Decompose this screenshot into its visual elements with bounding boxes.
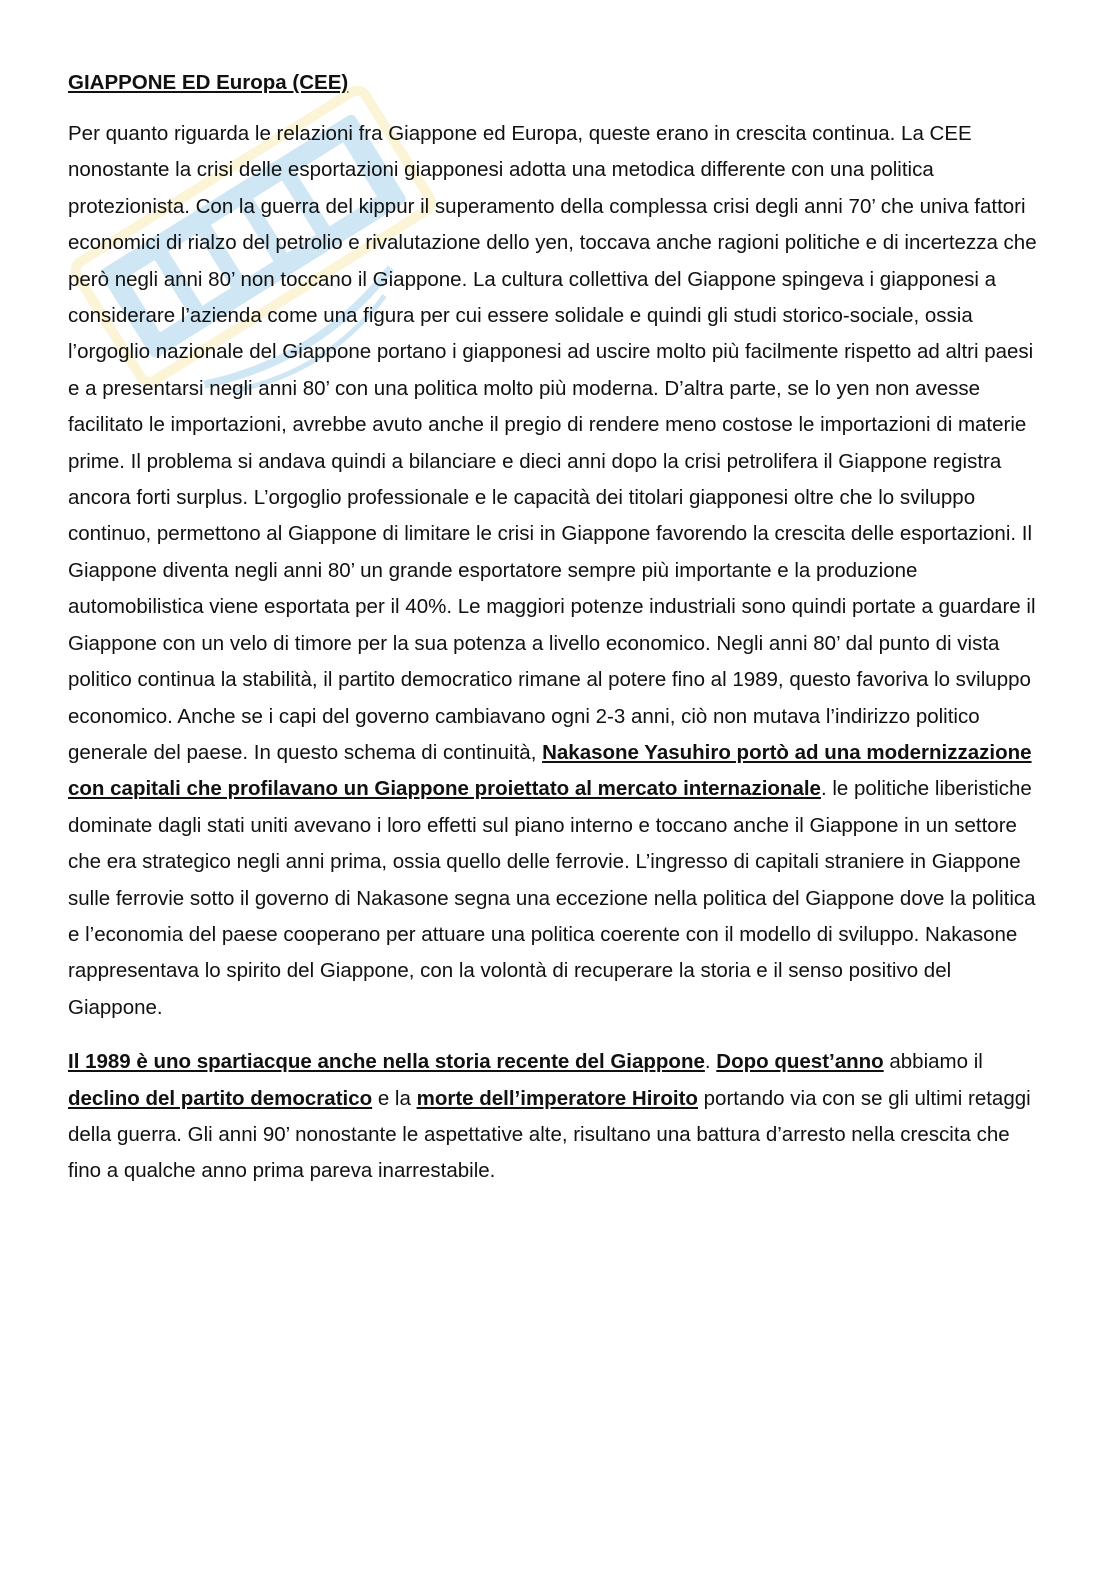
paragraph-2 (68, 1044, 1048, 1190)
paragraph-2-highlight-hiroito: morte dell’imperatore Hiroito (416, 1086, 698, 1110)
paragraph-1 (68, 116, 1048, 1026)
document-body (68, 68, 1048, 1190)
paragraph-2-text-1: . (704, 1050, 717, 1074)
paragraph-2-text-4: portando via con se gli ultimi retaggi della guerra. Gli anni 90’ nonostante le aspettative alte, risultano una battura d’arresto nella crescita che fino a qualche anno prima pareva inarrestabile. (68, 1086, 1031, 1183)
paragraph-1-text-2: . le politiche liberistiche dominate dagli stati uniti avevano i loro effetti sul piano interno e toccano anche il Giappone in un settore che era strategico negli anni prima, ossia quello delle ferrovie. L’ingresso di capitali straniere in Giappone sulle ferrovie sotto il governo di Nakasone segna una eccezione nella politica del Giappone dove la politica e l’economia del paese cooperano per attuare una politica coerente con il modello di sviluppo. Nakasone rappresentava lo spirito del Giappone, con la volontà di recuperare la storia e il senso positivo del Giappone. (68, 777, 1036, 1019)
paragraph-2-text-2: abbiamo il (883, 1050, 983, 1074)
paragraph-2-highlight-1989: Il 1989 è uno spartiacque anche nella storia recente del Giappone (68, 1050, 705, 1074)
paragraph-2-highlight-declino: declino del partito democratico (68, 1086, 373, 1110)
paragraph-1-text-1: Per quanto riguarda le relazioni fra Giappone ed Europa, queste erano in crescita continua. La CEE nonostante la crisi delle esportazioni giapponesi adotta una metodica differente con una politica protezionista. Con la guerra del kippur il superamento della complessa crisi degli anni 70’ che univa fattori economici di rialzo del petrolio e rivalutazione dello yen, toccava anche ragioni politiche e di incertezza che però negli anni 80’ non toccano il Giappone. La cultura collettiva del Giappone spingeva i giapponesi a considerare l’azienda come una figura per cui essere solidale e quindi gli studi storico-sociale, ossia l’orgoglio nazionale del Giappone portano i giapponesi ad uscire molto più facilmente rispetto ad altri paesi e a presentarsi negli anni 80’ con una politica molto più moderna. D’altra parte, se lo yen non avesse facilitato le importazioni, avrebbe avuto anche il pregio di rendere meno costose le importazioni di materie prime. Il problema si andava quindi a bilanciare e dieci anni dopo la crisi petrolifera il Giappone registra ancora forti surplus. L’orgoglio professionale e le capacità dei titolari giapponesi oltre che lo sviluppo continuo, permettono al Giappone di limitare le crisi in Giappone favorendo la crescita delle esportazioni. Il Giappone diventa negli anni 80’ un grande esportatore sempre più importante e la produzione automobilistica viene esportata per il 40%. Le maggiori potenze industriali sono quindi portate a guardare il Giappone con un velo di timore per la sua potenza a livello economico. Negli anni 80’ dal punto di vista politico continua la stabilità, il partito democratico rimane al potere fino al 1989, questo favoriva lo sviluppo economico. Anche se i capi del governo cambiavano ogni 2-3 anni, ciò non mutava l’indirizzo politico generale del paese. In questo schema di continuità, (68, 122, 1037, 764)
paragraph-2-highlight-dopo: Dopo quest’anno (716, 1050, 884, 1074)
paragraph-1-highlight-nakasone: Nakasone Yasuhiro portò ad una modernizzazione con capitali che profilavano un Giappone proiettato al mercato internazionale (68, 740, 1032, 801)
paragraph-2-text-3: e la (372, 1086, 417, 1110)
document-title: GIAPPONE ED Europa (CEE) (68, 71, 349, 94)
